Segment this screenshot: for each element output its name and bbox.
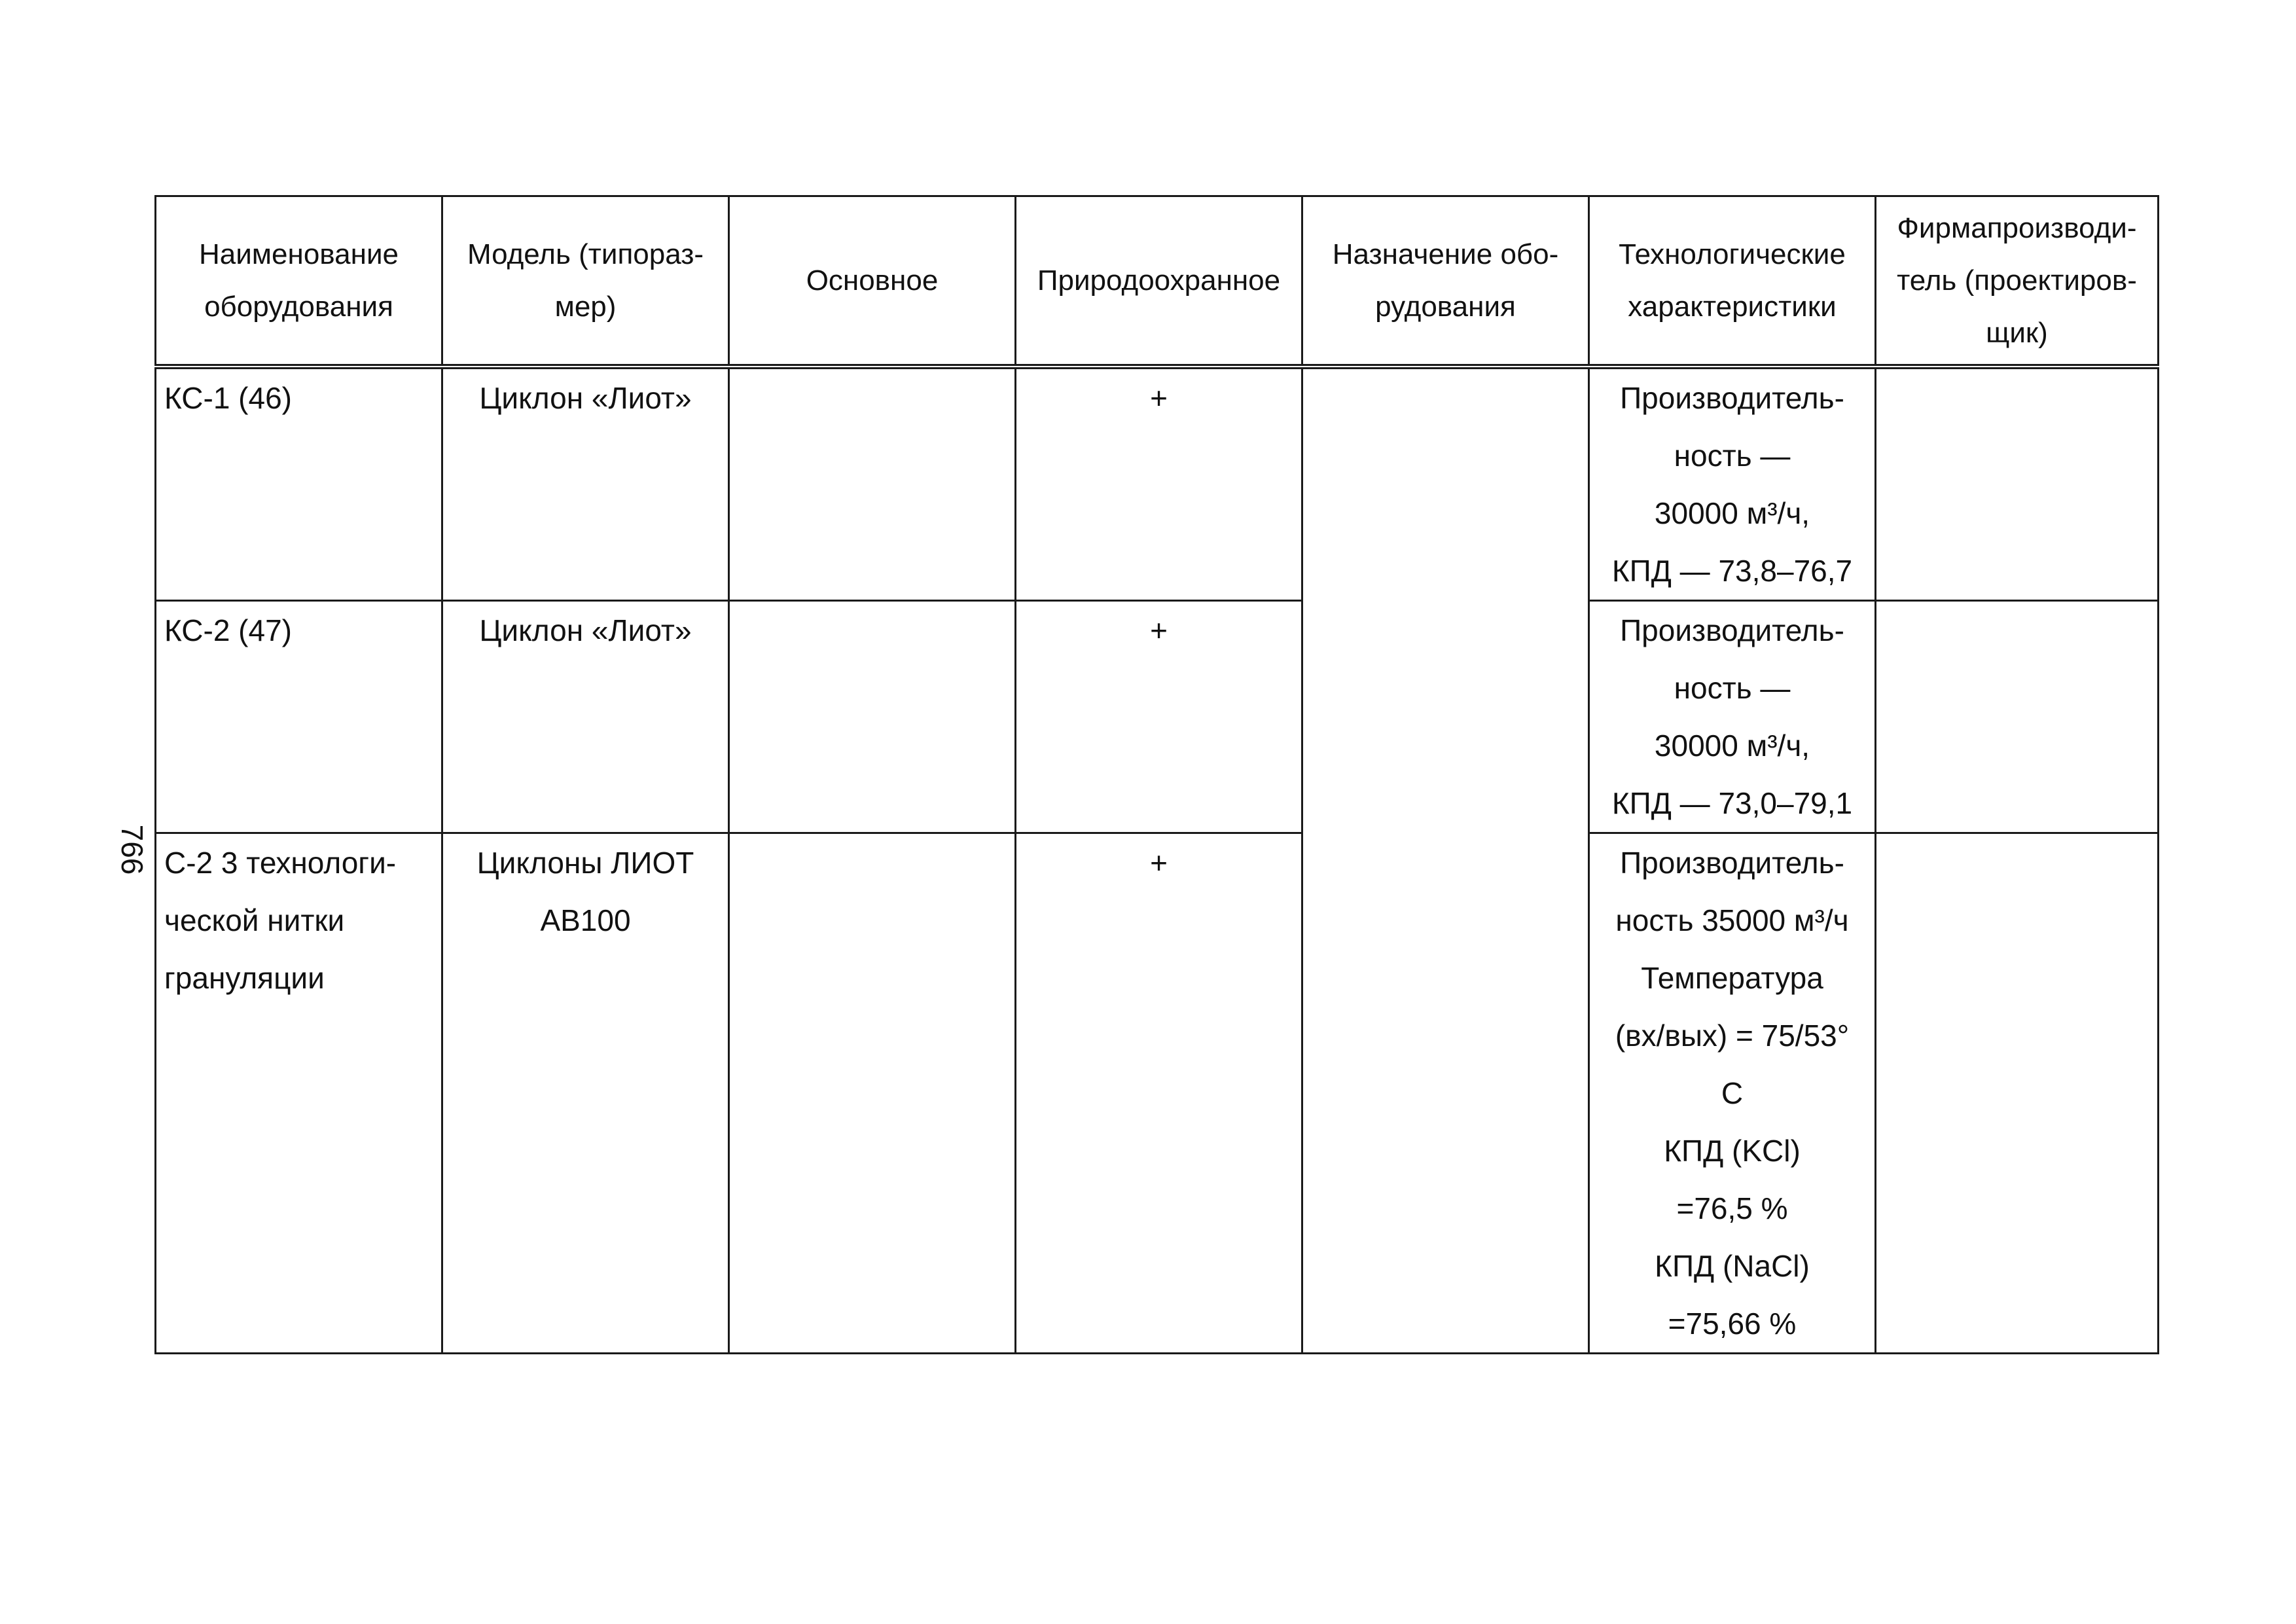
tech-line: =76,5 % xyxy=(1676,1191,1788,1225)
header-main: Основное xyxy=(729,196,1016,367)
environmental-cell: + xyxy=(1016,367,1302,601)
main-cell xyxy=(729,833,1016,1354)
equipment-name-cell: КС-2 (47) xyxy=(156,601,442,833)
environmental-cell: + xyxy=(1016,601,1302,833)
header-row xyxy=(156,196,2159,367)
manufacturer-cell xyxy=(1876,601,2159,833)
tech-line: (вх/вых) = 75/53° xyxy=(1615,1019,1850,1053)
manufacturer-cell xyxy=(1876,367,2159,601)
tech-line: Температура xyxy=(1641,961,1823,995)
tech-characteristics-cell xyxy=(1589,833,1876,1354)
tech-characteristics-cell xyxy=(1589,601,1876,833)
tech-line: =75,66 % xyxy=(1668,1307,1797,1341)
tech-line: Производитель- xyxy=(1620,381,1844,415)
header-purpose: Назначение обо-рудования xyxy=(1302,196,1589,367)
tech-line: КПД (NaCl) xyxy=(1655,1249,1810,1283)
tech-line: Производитель- xyxy=(1620,846,1844,880)
tech-line: КПД — 73,8–76,7 xyxy=(1611,554,1853,588)
environmental-cell: + xyxy=(1016,833,1302,1354)
tech-line: С xyxy=(1721,1076,1744,1110)
tech-line: 30000 м³/ч, xyxy=(1654,729,1810,763)
tech-line: ность — xyxy=(1674,671,1791,705)
page-number: 766 xyxy=(115,824,149,875)
table-row xyxy=(156,833,2159,1354)
table-row xyxy=(156,367,2159,601)
tech-line: ность — xyxy=(1674,439,1791,473)
tech-line: ность 35000 м³/ч xyxy=(1615,903,1849,937)
equipment-name-cell: С-2 3 технологи-ческой нитки грануляции xyxy=(156,833,442,1354)
tech-line: 30000 м³/ч, xyxy=(1654,496,1810,530)
model-cell: Циклоны ЛИОТ АВ100 xyxy=(442,833,729,1354)
equipment-table xyxy=(154,195,2159,1354)
model-cell: Циклон «Лиот» xyxy=(442,367,729,601)
table-row xyxy=(156,601,2159,833)
manufacturer-cell xyxy=(1876,833,2159,1354)
tech-line: КПД — 73,0–79,1 xyxy=(1611,786,1853,820)
equipment-name-cell: КС-1 (46) xyxy=(156,367,442,601)
header-tech-characteristics: Технологические характеристики xyxy=(1589,196,1876,367)
tech-line: КПД (KCl) xyxy=(1664,1134,1801,1168)
main-cell xyxy=(729,601,1016,833)
tech-characteristics-cell xyxy=(1589,367,1876,601)
tech-line: Производитель- xyxy=(1620,613,1844,647)
header-model: Модель (типораз-мер) xyxy=(442,196,729,367)
purpose-cell xyxy=(1302,367,1589,1354)
model-cell: Циклон «Лиот» xyxy=(442,601,729,833)
header-environmental: Природоохранное xyxy=(1016,196,1302,367)
header-manufacturer: Фирмапроизводи-тель (проектиров-щик) xyxy=(1876,196,2159,367)
main-cell xyxy=(729,367,1016,601)
header-equipment-name: Наименование оборудования xyxy=(156,196,442,367)
